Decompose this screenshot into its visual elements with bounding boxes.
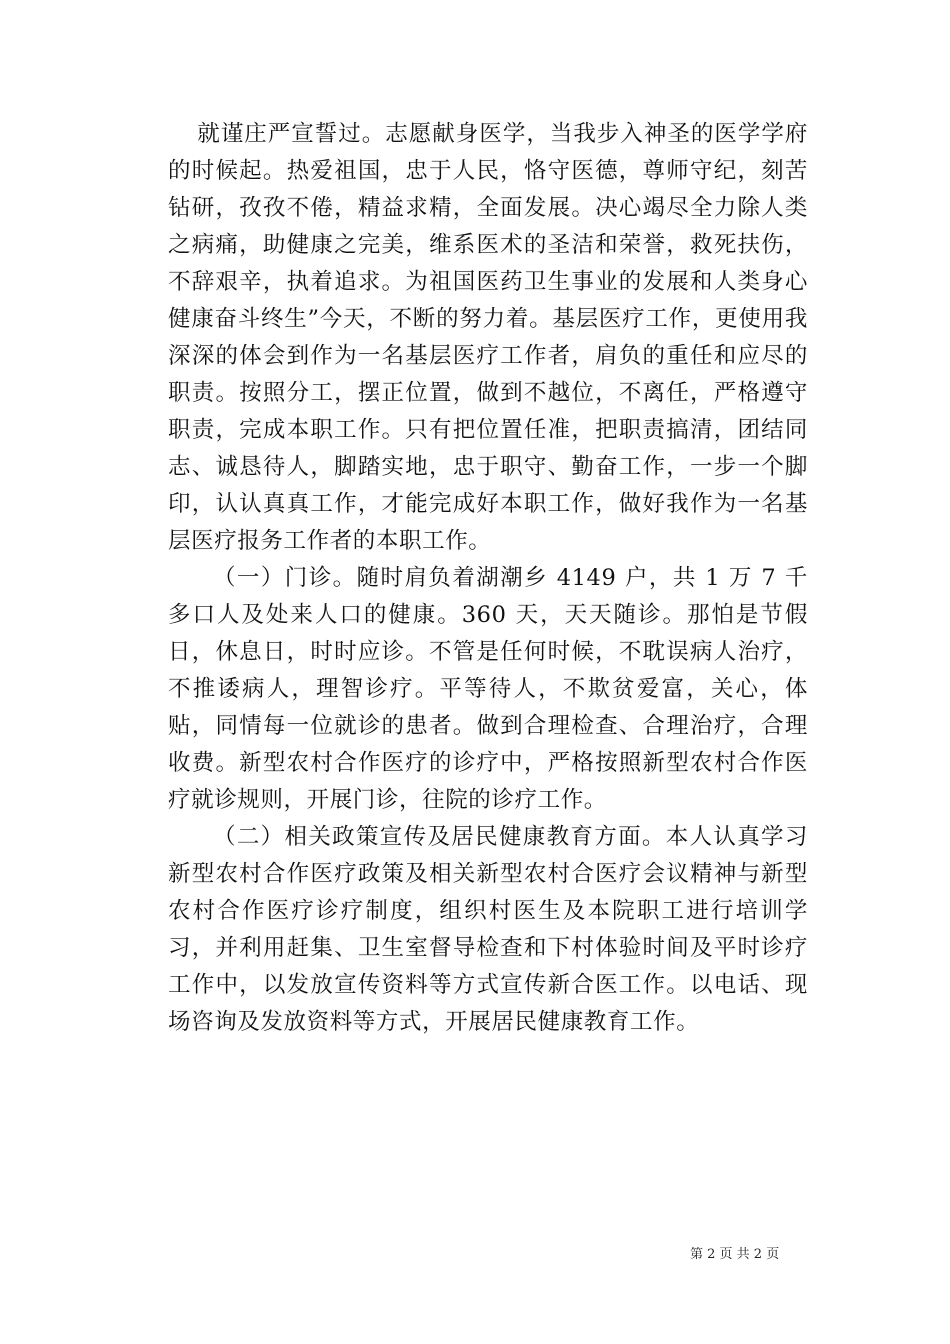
paragraph-policy-education: （二）相关政策宣传及居民健康教育方面。本人认真学习新型农村合作医疗政策及相关新型农村合医疗会议精神与新型农村合作医疗诊疗制度，组织村医生及本院职工进行培训学习，并利用赶集、卫生室督导检查和下村体验时间及平时诊疗工作中，以发放宣传资料等方式宣传新合医工作。以电话、现场咨询及发放资料等方式，开展居民健康教育工作。 [168,824,808,1035]
body-text [168,116,808,1041]
paragraph-outpatient: （一）门诊。随时肩负着湖潮乡 4149 户，共 1 万 7 千多口人及处来人口的健康。360 天，天天随诊。那怕是节假日，休息日，时时应诊。不管是任何时候，不耽误病人治疗，不推诿病人，理智诊疗。平等待人，不欺贫爱富，关心，体贴，同情每一位就诊的患者。做到合理检查、合理治疗，合理收费。新型农村合作医疗的诊疗中，严格按照新型农村合作医疗就诊规则，开展门诊，往院的诊疗工作。 [168,565,808,813]
paragraph-oath: 就谨庄严宣誓过。志愿献身医学，当我步入神圣的医学学府的时候起。热爱祖国，忠于人民，恪守医德，尊师守纪，刻苦钻研，孜孜不倦，精益求精，全面发展。决心竭尽全力除人类之病痛，助健康之完美，维系医术的圣洁和荣誉，救死扶伤，不辞艰辛，执着追求。为祖国医药卫生事业的发展和人类身心健康奋斗终生”今天，不断的努力着。基层医疗工作，更使用我深深的体会到作为一名基层医疗工作者，肩负的重任和应尽的职责。按照分工，摆正位置，做到不越位，不离任，严格遵守职责，完成本职工作。只有把位置任准，把职责搞清，团结同志、诚恳待人，脚踏实地，忠于职守、勤奋工作，一步一个脚印，认认真真工作，才能完成好本职工作，做好我作为一名基层医疗报务工作者的本职工作。 [168,121,808,554]
page-number-footer: 第 2 页 共 2 页 [690,1247,780,1262]
